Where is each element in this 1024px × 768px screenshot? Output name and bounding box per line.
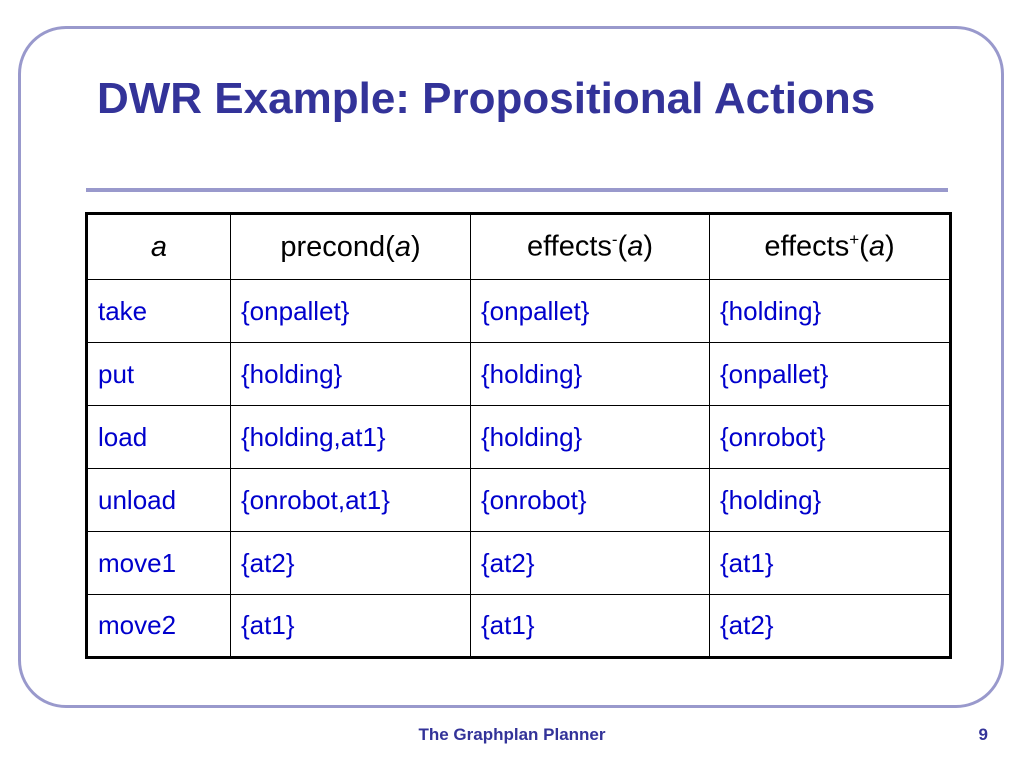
table-row — [87, 280, 951, 343]
header-effects-plus: effects+(a) — [710, 214, 951, 280]
table-row — [87, 595, 951, 658]
cell-effects-plus: {holding} — [710, 469, 951, 532]
header-a: a — [87, 214, 231, 280]
cell-effects-plus: {at2} — [710, 595, 951, 658]
cell-action: unload — [87, 469, 231, 532]
actions-table — [85, 212, 952, 659]
cell-effects-minus: {holding} — [471, 343, 710, 406]
cell-effects-plus: {onpallet} — [710, 343, 951, 406]
page-number: 9 — [978, 725, 988, 744]
table-row — [87, 343, 951, 406]
table-row — [87, 406, 951, 469]
cell-precond: {at1} — [231, 595, 471, 658]
cell-effects-minus: {onrobot} — [471, 469, 710, 532]
cell-effects-plus: {at1} — [710, 532, 951, 595]
cell-precond: {onpallet} — [231, 280, 471, 343]
cell-effects-minus: {at1} — [471, 595, 710, 658]
cell-action: load — [87, 406, 231, 469]
footer-title: The Graphplan Planner — [418, 725, 606, 744]
cell-effects-minus: {onpallet} — [471, 280, 710, 343]
cell-effects-minus: {at2} — [471, 532, 710, 595]
cell-precond: {at2} — [231, 532, 471, 595]
cell-precond: {holding} — [231, 343, 471, 406]
cell-effects-plus: {onrobot} — [710, 406, 951, 469]
header-effects-minus: effects-(a) — [471, 214, 710, 280]
cell-precond: {holding,at1} — [231, 406, 471, 469]
cell-effects-minus: {holding} — [471, 406, 710, 469]
cell-action: move2 — [87, 595, 231, 658]
cell-action: put — [87, 343, 231, 406]
cell-action: move1 — [87, 532, 231, 595]
slide-title: DWR Example: Propositional Actions — [97, 74, 876, 123]
table-row — [87, 469, 951, 532]
cell-precond: {onrobot,at1} — [231, 469, 471, 532]
header-precond: precond(a) — [231, 214, 471, 280]
title-divider — [86, 188, 948, 192]
table-header-row — [87, 214, 951, 280]
table-row — [87, 532, 951, 595]
cell-action: take — [87, 280, 231, 343]
cell-effects-plus: {holding} — [710, 280, 951, 343]
